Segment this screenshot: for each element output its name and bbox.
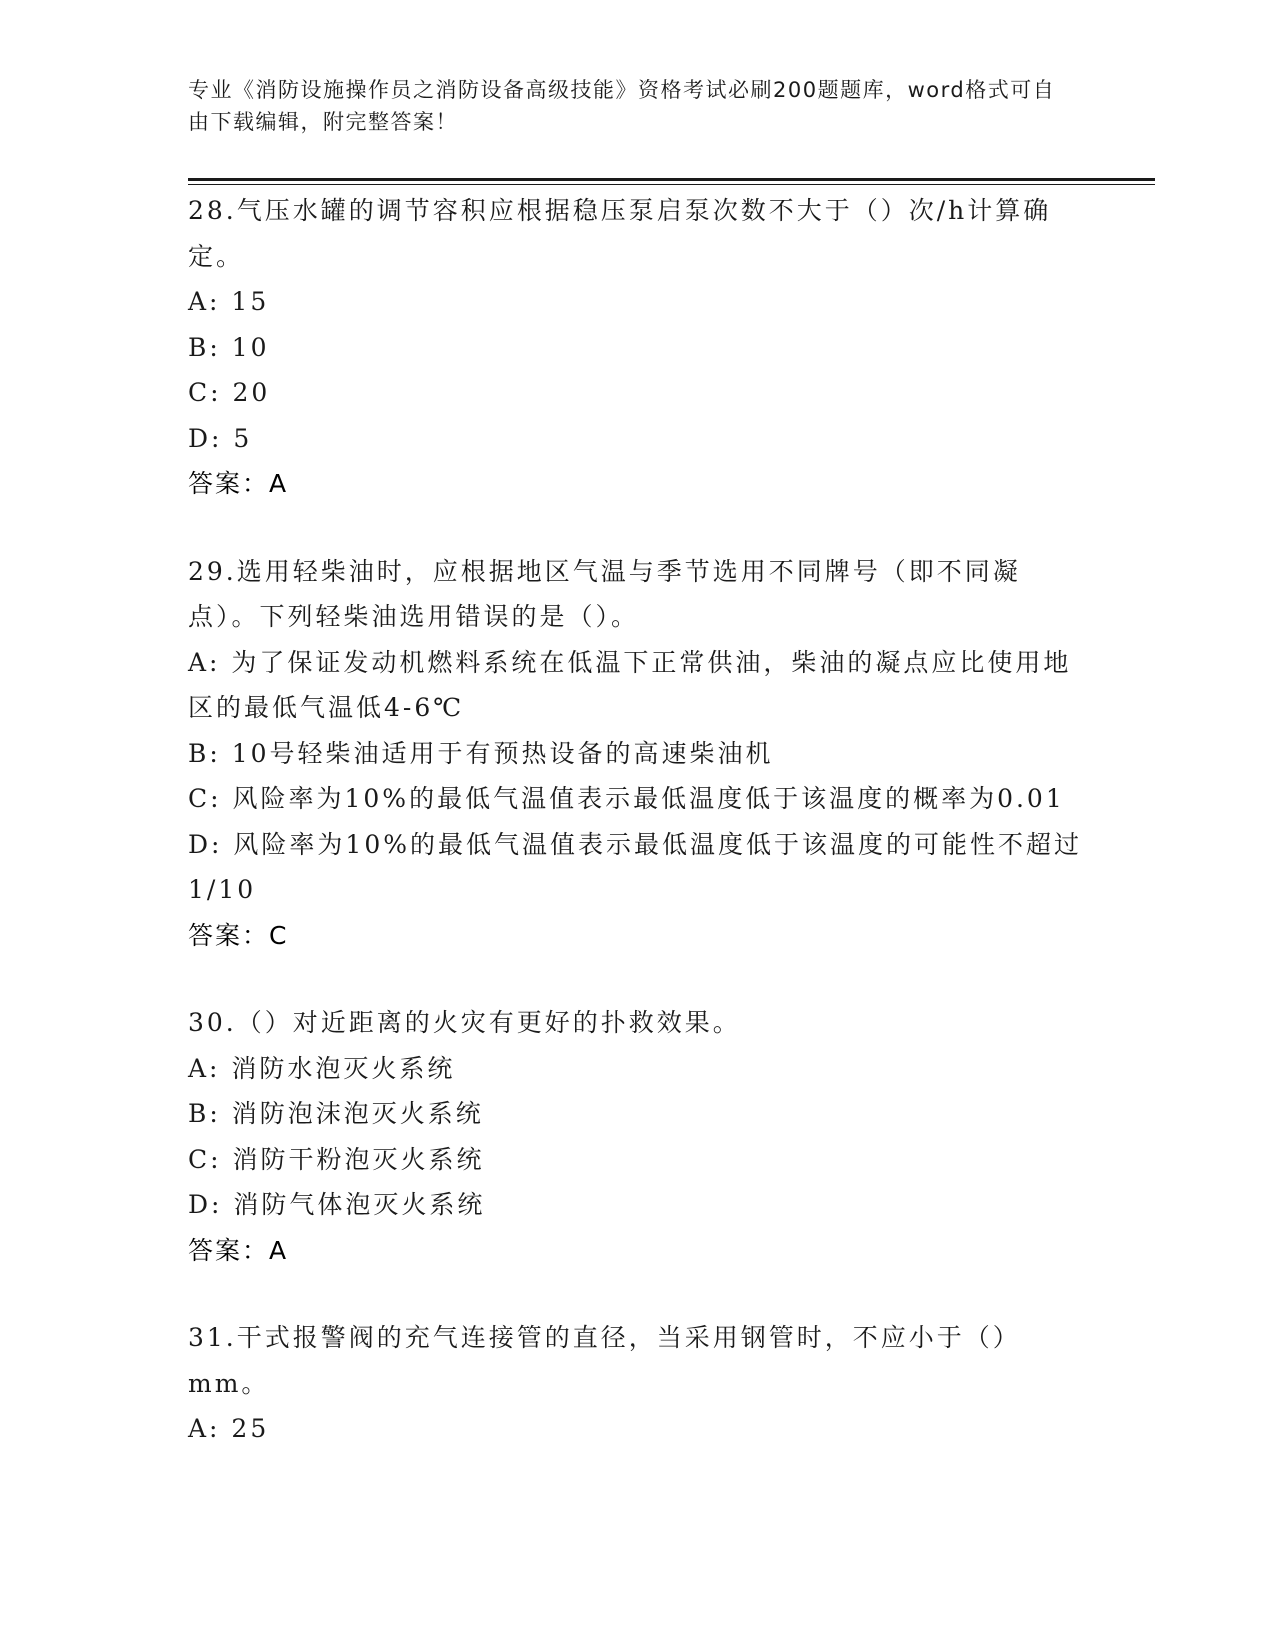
- answer-label: 答案：C: [188, 920, 289, 950]
- option-d: D: 5: [188, 423, 253, 453]
- option-b: B: 10号轻柴油适用于有预热设备的高速柴油机: [188, 738, 774, 768]
- option-a: A: 15: [188, 287, 270, 316]
- question-30: [188, 1000, 1088, 1273]
- option-d: D: 消防气体泡灭火系统: [188, 1190, 486, 1219]
- question-stem: 28.气压水罐的调节容积应根据稳压泵启泵次数不大于（）次/h计算确定。: [188, 196, 1052, 271]
- option-b: B: 10: [188, 332, 270, 362]
- option-c: C: 风险率为10%的最低气温值表示最低温度低于该温度的概率为0.01: [188, 784, 1065, 813]
- question-stem: 29.选用轻柴油时，应根据地区气温与季节选用不同牌号（即不同凝点）。下列轻柴油选用错误的是（）。: [188, 556, 1021, 631]
- header-divider-thin: [188, 184, 1155, 185]
- header-divider-thick: [188, 178, 1155, 181]
- question-list: [188, 188, 1088, 1494]
- option-a: A: 为了保证发动机燃料系统在低温下正常供油，柴油的凝点应比使用地区的最低气温低4-6℃: [188, 647, 1072, 722]
- document-header: 专业《消防设施操作员之消防设备高级技能》资格考试必刷200题题库，word格式可自由下载编辑，附完整答案！: [188, 78, 1056, 134]
- option-c: C: 20: [188, 378, 271, 407]
- option-a: A: 25: [188, 1414, 270, 1443]
- option-a: A: 消防水泡灭火系统: [188, 1053, 456, 1083]
- answer-label: 答案：A: [188, 1235, 289, 1265]
- answer-label: 答案：A: [188, 469, 289, 498]
- option-b: B: 消防泡沫泡灭火系统: [188, 1099, 484, 1128]
- option-c: C: 消防干粉泡灭火系统: [188, 1144, 485, 1174]
- option-d: D: 风险率为10%的最低气温值表示最低温度低于该温度的可能性不超过1/10: [188, 829, 1082, 904]
- question-31: [188, 1315, 1088, 1452]
- question-28: [188, 188, 1088, 507]
- question-stem: 30.（）对近距离的火灾有更好的扑救效果。: [188, 1008, 741, 1037]
- question-29: [188, 549, 1088, 959]
- question-stem: 31.干式报警阀的充气连接管的直径，当采用钢管时，不应小于（）mm。: [188, 1323, 1021, 1398]
